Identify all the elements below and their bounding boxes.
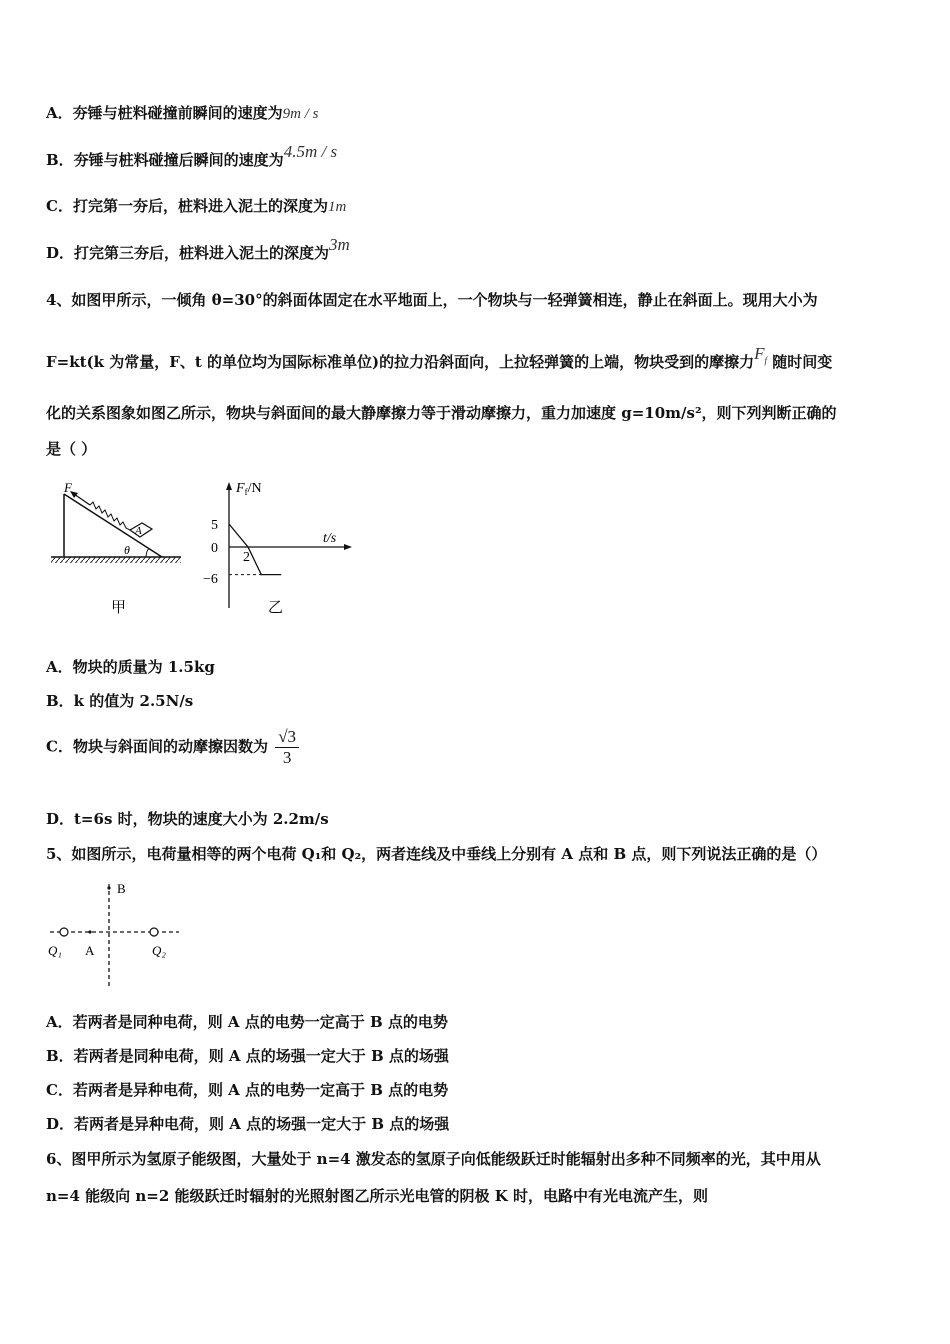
q3-option-a: A．夯锤与桩料碰撞前瞬间的速度为9m / s bbox=[46, 104, 319, 122]
q5-option-b: B．若两者是同种电荷，则 A 点的场强一定大于 B 点的场强 bbox=[46, 1047, 449, 1065]
point-a-label: A bbox=[85, 943, 95, 958]
point-a bbox=[88, 930, 91, 933]
figure-caption-yi: 乙 bbox=[268, 600, 284, 616]
q4-stem-line-1: 4、如图甲所示，一倾角 θ=30°的斜面体固定在水平地面上，一个物块与一轻弹簧相连，静止在斜面上。现用大小为 bbox=[46, 291, 818, 309]
q4-option-d: D．t=6s 时，物块的速度大小为 2.2m/s bbox=[46, 810, 329, 828]
ground-hatch bbox=[51, 557, 181, 563]
angle-arc bbox=[146, 548, 149, 557]
q4-option-c: C．物块与斜面间的动摩擦因数为 $\frac{√3}{3}$ bbox=[46, 727, 299, 768]
force-arrow bbox=[74, 494, 90, 505]
x-tick-label: 2 bbox=[243, 550, 250, 565]
q3-option-d-value: 3m bbox=[329, 235, 350, 254]
q4-stem-line-3: 化的关系图象如图乙所示，物块与斜面间的最大静摩擦力等于滑动摩擦力，重力加速度 g=10m/s²，则下列判断正确的 bbox=[46, 404, 837, 422]
charge-q2-label: Q₂ bbox=[152, 943, 166, 958]
q4-option-b: B．k 的值为 2.5N/s bbox=[46, 692, 194, 710]
friction-symbol: $F_f$ bbox=[754, 344, 768, 366]
point-b-label: B bbox=[117, 881, 126, 896]
q3-option-b-value: 4.5m / s bbox=[283, 142, 338, 161]
figure-caption-jia: 甲 bbox=[111, 600, 127, 616]
q4-stem-line-4: 是（ ） bbox=[46, 440, 97, 458]
q3-option-b: B．夯锤与桩料碰撞后瞬间的速度为4.5m / s bbox=[46, 142, 338, 169]
force-label: F bbox=[64, 480, 72, 495]
q5-option-d: D．若两者是异种电荷，则 A 点的场强一定大于 B 点的场强 bbox=[46, 1115, 450, 1133]
series-line bbox=[229, 524, 281, 575]
q3-option-c-value: 1m bbox=[327, 199, 347, 215]
charge-q1 bbox=[60, 928, 68, 936]
y-tick-label: 0 bbox=[211, 541, 218, 556]
x-axis-label: t/s bbox=[323, 531, 337, 546]
charges-figure bbox=[46, 876, 186, 991]
y-tick-label: 5 bbox=[211, 518, 218, 533]
q6-stem-line-2: n=4 能级向 n=2 能级跃迁时辐射的光照射图乙所示光电管的阴极 K 时，电路中有光电流产生，则 bbox=[46, 1187, 708, 1205]
q5-option-a: A．若两者是同种电荷，则 A 点的电势一定高于 B 点的电势 bbox=[46, 1013, 448, 1031]
fraction-sqrt3-over-3: $\frac{√3}{3}$ bbox=[275, 727, 299, 768]
q6-stem-line-1: 6、图甲所示为氢原子能级图，大量处于 n=4 激发态的氢原子向低能级跃迁时能辐射出多种不同频率的光，其中用从 bbox=[46, 1150, 821, 1168]
charge-q1-label: Q₁ bbox=[48, 943, 62, 958]
q4-option-a: A．物块的质量为 1.5kg bbox=[46, 658, 215, 676]
angle-label: θ bbox=[124, 543, 130, 557]
y-tick-label: −6 bbox=[203, 572, 218, 587]
friction-time-chart bbox=[200, 476, 360, 621]
q5-option-c: C．若两者是异种电荷，则 A 点的电势一定高于 B 点的电势 bbox=[46, 1081, 449, 1099]
x-axis-arrow bbox=[344, 544, 352, 550]
point-b bbox=[107, 886, 110, 889]
q3-option-c: C．打完第一夯后，桩料进入泥土的深度为1m bbox=[46, 197, 347, 215]
y-axis-arrow bbox=[226, 482, 232, 490]
block-label: A bbox=[135, 525, 142, 537]
charge-q2 bbox=[150, 928, 158, 936]
q5-stem: 5、如图所示，电荷量相等的两个电荷 Q₁和 Q₂，两者连线及中垂线上分别有 A 点和 B 点，则下列说法正确的是（） bbox=[46, 845, 827, 863]
y-axis-label: $F_f/N$ bbox=[236, 481, 262, 497]
spring bbox=[90, 502, 130, 530]
q4-stem-line-2: F=kt(k 为常量，F、t 的单位均为国际标准单位)的拉力沿斜面向，上拉轻弹簧的上端，物块受到的摩擦力$F_f$ 随时间变 bbox=[46, 344, 833, 371]
q3-option-a-value: 9m / s bbox=[282, 106, 319, 122]
incline-figure bbox=[48, 476, 188, 621]
q3-option-d: D．打完第三夯后，桩料进入泥土的深度为3m bbox=[46, 235, 350, 262]
